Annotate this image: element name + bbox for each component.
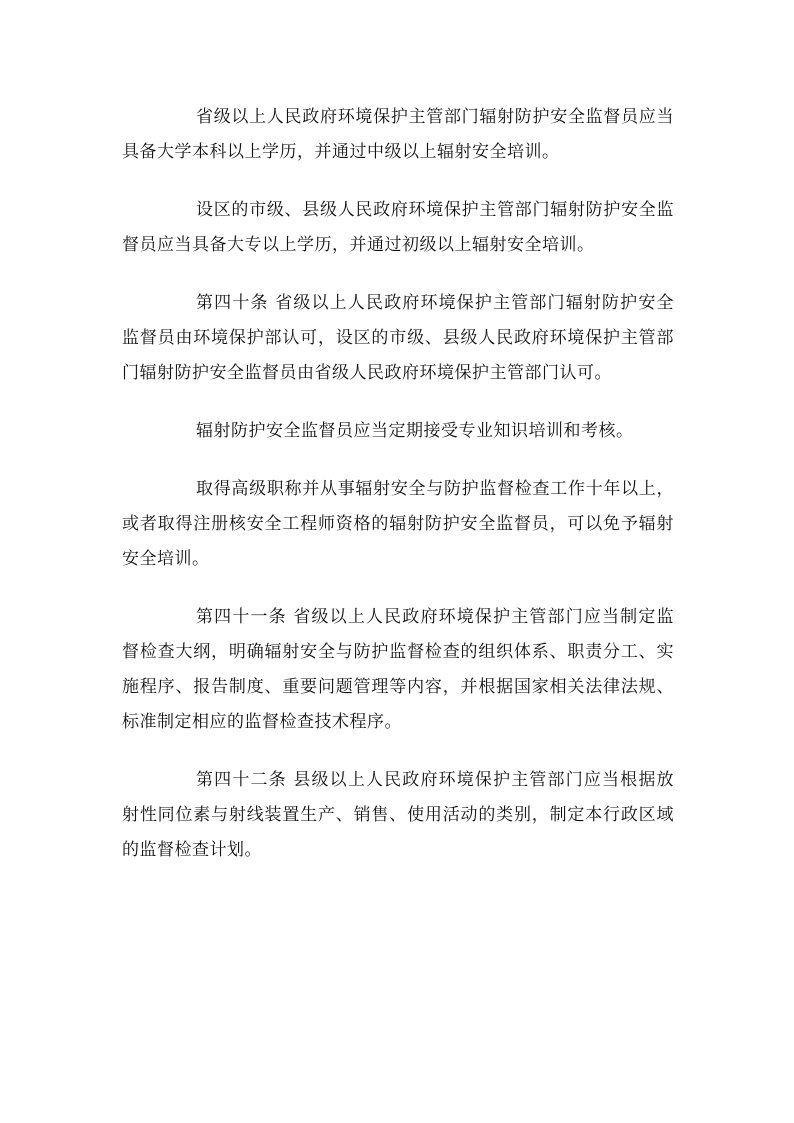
paragraph-4: 辐射防护安全监督员应当定期接受专业知识培训和考核。 [196,421,634,441]
paragraph-article-41: 第四十一条 省级以上人民政府环境保护主管部门应当制定监督检查大纲，明确辐射安全与防护监督检查的组织体系、职责分工、实施程序、报告制度、重要问题管理等内容，并根据国家相关法律法规、标准制定相应的监督检查技术程序。 [122,607,674,732]
paragraph-1: 省级以上人民政府环境保护主管部门辐射防护安全监督员应当具备大学本科以上学历，并通过中级以上辐射安全培训。 [122,107,674,162]
document-body [122,100,674,891]
paragraph-5: 取得高级职称并从事辐射安全与防护监督检查工作十年以上，或者取得注册核安全工程师资格的辐射防护安全监督员，可以免予辐射安全培训。 [122,479,674,569]
paragraph-2: 设区的市级、县级人民政府环境保护主管部门辐射防护安全监督员应当具备大专以上学历，并通过初级以上辐射安全培训。 [122,200,674,255]
paragraph-article-40: 第四十条 省级以上人民政府环境保护主管部门辐射防护安全监督员由环境保护部认可，设区的市级、县级人民政府环境保护主管部门辐射防护安全监督员由省级人民政府环境保护主管部门认可。 [122,293,674,383]
paragraph-article-42: 第四十二条 县级以上人民政府环境保护主管部门应当根据放射性同位素与射线装置生产、销售、使用活动的类别，制定本行政区域的监督检查计划。 [122,770,674,860]
